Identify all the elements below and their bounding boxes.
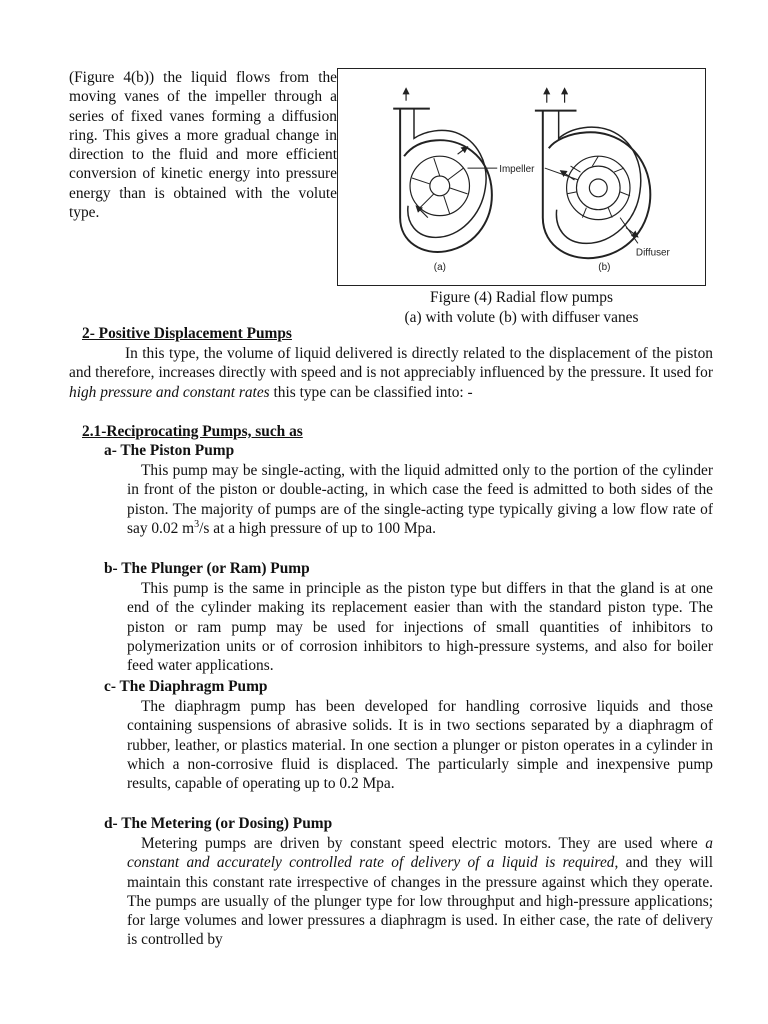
section-2-emphasis: high pressure and constant rates <box>69 383 270 401</box>
piston-pump-text-1: This pump may be single-acting, with the liquid admitted only to the portion of the cylinder in front of the piston or double-acting, in which case the feed is admitted to both sides of the piston. The majority of pumps are of the single-acting type typically giving a low flow rate of say 0.02 m <box>127 462 713 537</box>
plunger-pump-heading: b- The Plunger (or Ram) Pump <box>104 560 310 577</box>
label-b: (b) <box>598 262 611 274</box>
diffuser-leader-line <box>620 218 638 244</box>
piston-pump-paragraph <box>127 461 713 538</box>
diffuser-pump-drawing <box>535 91 650 258</box>
radial-flow-pumps-figure <box>337 68 706 286</box>
figure-caption-title: Figure (4) Radial flow pumps <box>430 289 613 306</box>
section-2-paragraph <box>69 344 713 402</box>
label-a: (a) <box>433 262 446 274</box>
section-2-text-2: this type can be classified into: - <box>269 383 473 401</box>
piston-pump-superscript: 3 <box>194 518 200 530</box>
figure-caption-subtitle: (a) with volute (b) with diffuser vanes <box>404 309 639 326</box>
piston-pump-heading: a- The Piston Pump <box>104 442 235 459</box>
pump-diagram <box>338 69 705 285</box>
metering-pump-emphasis: a constant and accurately controlled rate of delivery of a liquid is required <box>127 835 713 872</box>
impeller-leader-line-b <box>545 168 579 180</box>
section-2-heading: 2- Positive Displacement Pumps <box>82 325 292 342</box>
diaphragm-pump-heading: c- The Diaphragm Pump <box>104 678 268 695</box>
metering-pump-paragraph <box>127 834 713 950</box>
metering-pump-heading: d- The Metering (or Dosing) Pump <box>104 815 333 832</box>
diffuser-label: Diffuser <box>635 247 670 259</box>
impeller-label: Impeller <box>499 164 535 176</box>
volute-pump-drawing <box>393 91 492 252</box>
intro-paragraph: (Figure 4(b)) the liquid flows from the moving vanes of the impeller through a series of fixed vanes forming a diffusion ring. This gives a more gradual change in direction to the fluid and more efficient conversion of kinetic energy into pressure energy than is obtained with the volute type. <box>69 69 337 222</box>
metering-pump-text-1: Metering pumps are driven by constant speed electric motors. They are used where <box>141 835 706 852</box>
plunger-pump-paragraph: This pump is the same in principle as the piston type but differs in that the gland is at one end of the cylinder making its replacement easier than with the standard piston type. The piston or ram pump may be used for injections of small quantities of inhibitors to polymerization units or of corrosion inhibitors to high-pressure systems, and also for boiler feed water applications. <box>127 580 713 675</box>
piston-pump-text-2: /s at a high pressure of up to 100 Mpa. <box>199 519 436 537</box>
section-2-1-heading: 2.1-Reciprocating Pumps, such as <box>82 423 303 440</box>
section-2-text-1: In this type, the volume of liquid delivered is directly related to the displacement of the piston and therefore, increases directly with speed and is not appreciably influenced by the pressure. It used for <box>69 345 713 382</box>
metering-pump-text-2: , and they will maintain this constant rate irrespective of changes in the pressure against which they operate. The pumps are usually of the plunger type for low throughput and high-pressure applications; for large volumes and lower pressures a diaphragm is used. In either case, the rate of delivery is controlled by <box>127 854 713 949</box>
diaphragm-pump-paragraph: The diaphragm pump has been developed for handling corrosive liquids and those containing suspensions of abrasive solids. It is in two sections separated by a diaphragm of rubber, leather, or plastics material. In one section a plunger or piston operates in a cylinder in which a non-corrosive fluid is displaced. The particularly simple and inexpensive pump results, capable of operating up to 0.2 Mpa. <box>127 698 713 793</box>
